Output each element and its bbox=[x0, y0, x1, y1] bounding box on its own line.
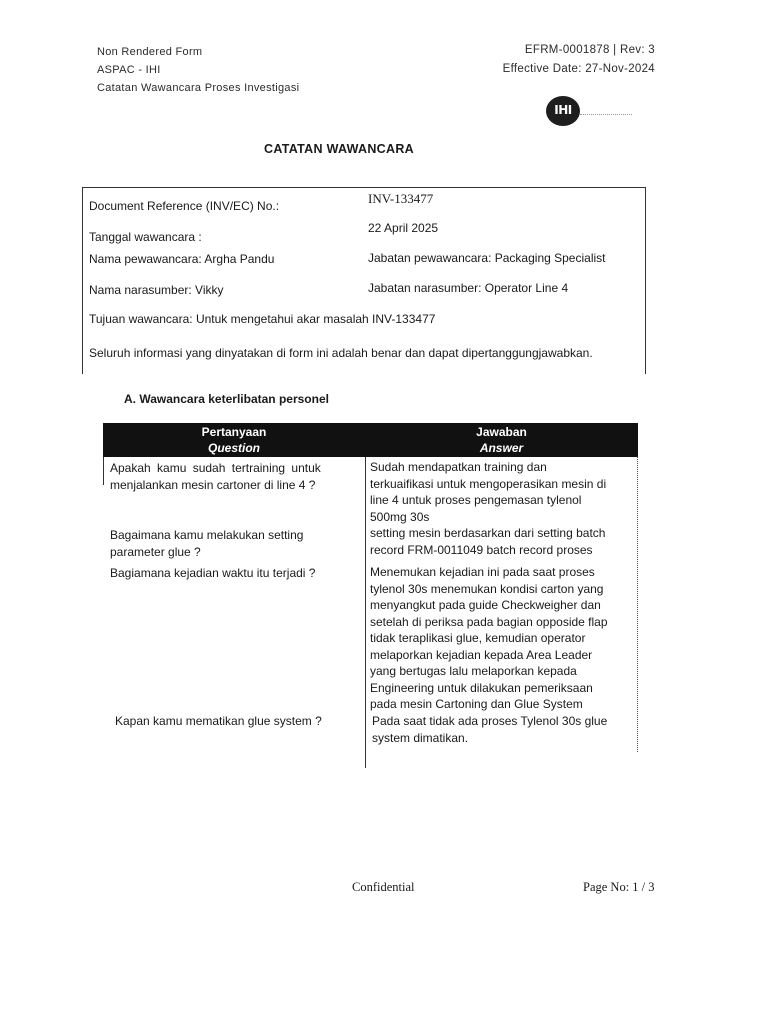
company-logo bbox=[546, 96, 580, 126]
interview-purpose: Tujuan wawancara: Untuk mengetahui akar masalah INV-133477 bbox=[89, 312, 436, 326]
question-column-header: Pertanyaan Question bbox=[201, 425, 267, 455]
table-row-question: Bagiamana kejadian waktu itu terjadi ? bbox=[110, 566, 316, 580]
table-row-question: Bagaimana kamu melakukan setting parameter glue ? bbox=[110, 528, 304, 559]
table-right-border bbox=[637, 457, 638, 752]
table-row-answer: Menemukan kejadian ini pada saat proses tylenol 30s menemukan kondisi carton yang menyangkut pada guide Checkweigher dan setelah di periksa pada bagian opposide flap tidak teraplikasi glue, kemudian operator melaporkan kejadian kepada Area Leader yang bertugas lalu melaporkan kepada Engineering untuk dilakukan pemeriksaan pada mesin Cartoning dan Glue System bbox=[370, 565, 608, 711]
form-header-right bbox=[503, 41, 655, 79]
interviewee-role: Jabatan narasumber: Operator Line 4 bbox=[368, 281, 569, 295]
table-row-answer: setting mesin berdasarkan dari setting batch record FRM-0011049 batch record proses bbox=[370, 526, 606, 557]
page-title: CATATAN WAWANCARA bbox=[264, 142, 414, 156]
table-row-question: Kapan kamu mematikan glue system ? bbox=[115, 714, 322, 728]
section-a-title: A. Wawancara keterlibatan personel bbox=[124, 392, 329, 406]
logo-text: IHI bbox=[554, 103, 572, 117]
table-row-question: Apakah kamu sudah tertraining untuk menjalankan mesin cartoner di line 4 ? bbox=[110, 461, 321, 492]
column-divider bbox=[365, 457, 366, 768]
form-type: Non Rendered Form bbox=[97, 46, 203, 58]
logo-divider bbox=[580, 114, 632, 115]
answer-column-header: Jawaban Answer bbox=[476, 425, 527, 455]
interviewer-role: Jabatan pewawancara: Packaging Specialist bbox=[368, 251, 606, 265]
effective-date: Effective Date: 27-Nov-2024 bbox=[502, 63, 655, 75]
organization: ASPAC - IHI bbox=[97, 64, 161, 76]
page-number: Page No: 1 / 3 bbox=[583, 880, 655, 894]
confidential-label: Confidential bbox=[352, 880, 415, 894]
interview-question-table bbox=[103, 423, 638, 768]
interviewer-name: Nama pewawancara: Argha Pandu bbox=[89, 252, 275, 266]
doc-ref-label: Document Reference (INV/EC) No.: bbox=[89, 199, 280, 213]
interviewee-name: Nama narasumber: Vikky bbox=[89, 283, 224, 297]
table-row-answer: Sudah mendapatkan training dan terkuaifikasi untuk mengoperasikan mesin di line 4 untuk proses pengemasan tylenol 500mg 30s bbox=[370, 460, 607, 524]
form-name: Catatan Wawancara Proses Investigasi bbox=[97, 82, 300, 94]
interview-date-label: Tanggal wawancara : bbox=[89, 230, 202, 244]
table-row-answer: Pada saat tidak ada proses Tylenol 30s glue system dimatikan. bbox=[372, 714, 608, 745]
interview-date-value: 22 April 2025 bbox=[368, 221, 439, 235]
table-left-border bbox=[103, 457, 104, 485]
document-code: EFRM-0001878 | Rev: 3 bbox=[524, 44, 655, 56]
table-header bbox=[103, 423, 638, 457]
doc-ref-value: INV-133477 bbox=[368, 191, 434, 206]
form-header-left bbox=[97, 43, 299, 97]
truth-statement: Seluruh informasi yang dinyatakan di form ini adalah benar dan dapat dipertanggungjawabkan. bbox=[89, 346, 593, 360]
